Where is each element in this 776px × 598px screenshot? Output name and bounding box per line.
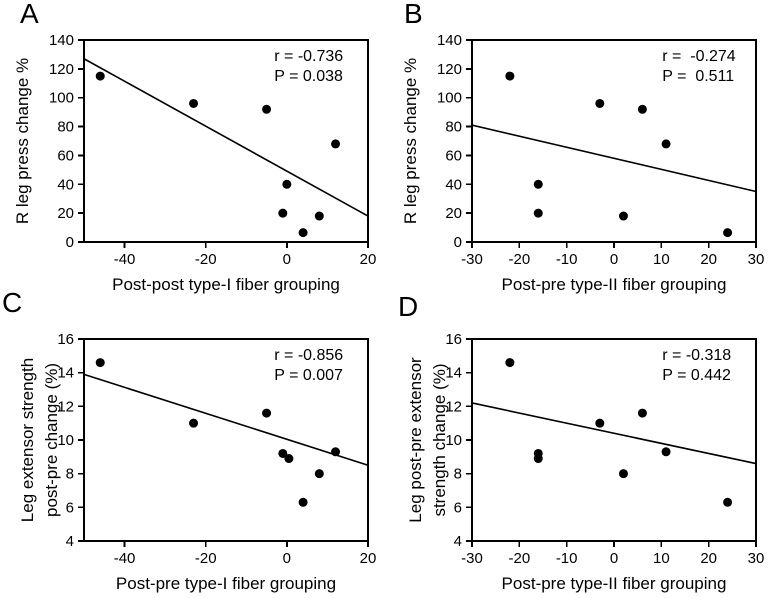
panel-a-scatter-chart <box>0 0 388 299</box>
svg-text:20: 20 <box>359 251 377 268</box>
svg-text:120: 120 <box>48 60 74 78</box>
svg-text:Leg post-pre extensor: Leg post-pre extensor <box>406 357 425 523</box>
svg-text:r = -0.274: r = -0.274 <box>662 48 736 66</box>
svg-text:16: 16 <box>57 331 74 348</box>
svg-text:12: 12 <box>445 398 462 416</box>
svg-text:-20: -20 <box>508 251 531 268</box>
svg-text:0: 0 <box>282 550 292 567</box>
panel-c-letter: C <box>2 287 23 318</box>
svg-text:r = -0.736: r = -0.736 <box>274 48 344 66</box>
svg-text:-10: -10 <box>555 251 578 268</box>
svg-text:20: 20 <box>57 205 74 223</box>
svg-text:100: 100 <box>48 89 74 107</box>
svg-text:80: 80 <box>445 118 462 136</box>
panel-b-scatter-chart <box>388 0 776 299</box>
svg-text:P = 0.007: P = 0.007 <box>274 367 343 385</box>
svg-text:40: 40 <box>57 176 74 194</box>
svg-text:R leg press change %: R leg press change % <box>13 57 32 225</box>
svg-text:140: 140 <box>436 32 462 49</box>
svg-text:6: 6 <box>453 499 462 517</box>
panel-d <box>388 299 776 598</box>
svg-text:10: 10 <box>652 550 670 567</box>
svg-text:strength change (%): strength change (%) <box>430 363 449 517</box>
svg-text:20: 20 <box>359 550 377 567</box>
svg-text:-10: -10 <box>555 550 578 567</box>
svg-text:120: 120 <box>436 60 462 78</box>
svg-text:Post-pre type-II fiber groupin: Post-pre type-II fiber grouping <box>501 574 727 593</box>
svg-text:30: 30 <box>747 550 765 567</box>
svg-text:8: 8 <box>453 465 462 483</box>
svg-text:8: 8 <box>65 465 74 483</box>
svg-text:0: 0 <box>65 234 74 251</box>
svg-text:-20: -20 <box>508 550 531 567</box>
svg-text:10: 10 <box>57 432 74 449</box>
svg-text:10: 10 <box>652 251 670 268</box>
svg-text:-30: -30 <box>461 251 483 268</box>
panel-b-letter: B <box>404 0 423 29</box>
svg-text:-20: -20 <box>194 550 217 567</box>
svg-text:60: 60 <box>445 147 462 165</box>
svg-text:16: 16 <box>445 331 462 348</box>
svg-text:-40: -40 <box>113 550 136 567</box>
svg-text:Post-pre type-II fiber groupin: Post-pre type-II fiber grouping <box>501 275 727 294</box>
svg-text:0: 0 <box>609 550 619 567</box>
panel-b <box>388 0 776 299</box>
svg-text:30: 30 <box>747 251 765 268</box>
svg-text:4: 4 <box>453 533 462 550</box>
svg-text:20: 20 <box>700 550 718 567</box>
svg-text:10: 10 <box>445 432 462 449</box>
svg-text:-30: -30 <box>461 550 483 567</box>
svg-text:6: 6 <box>65 499 74 517</box>
svg-text:60: 60 <box>57 147 74 165</box>
svg-text:40: 40 <box>445 176 462 194</box>
svg-text:P = 0.038: P = 0.038 <box>274 68 343 86</box>
svg-text:Post-pre type-I fiber grouping: Post-pre type-I fiber grouping <box>115 574 337 593</box>
svg-text:20: 20 <box>445 205 462 223</box>
svg-text:Leg extensor strength: Leg extensor strength <box>18 357 37 523</box>
svg-text:Post-post type-I fiber groupin: Post-post type-I fiber grouping <box>112 275 340 294</box>
panel-c <box>0 299 388 598</box>
svg-text:20: 20 <box>700 251 718 268</box>
svg-text:P = 0.442: P = 0.442 <box>662 367 731 385</box>
svg-text:14: 14 <box>445 364 462 382</box>
panel-a <box>0 0 388 299</box>
svg-text:100: 100 <box>436 89 462 107</box>
panel-d-letter: D <box>398 291 419 322</box>
svg-text:0: 0 <box>282 251 292 268</box>
panel-a-letter: A <box>20 0 39 29</box>
svg-text:r = -0.856: r = -0.856 <box>274 347 344 365</box>
svg-text:-40: -40 <box>113 251 136 268</box>
svg-text:4: 4 <box>65 533 74 550</box>
svg-text:0: 0 <box>453 234 462 251</box>
panel-d-scatter-chart <box>388 299 776 598</box>
svg-text:12: 12 <box>57 398 74 416</box>
svg-text:r = -0.318: r = -0.318 <box>662 347 732 365</box>
svg-text:post-pre change (%): post-pre change (%) <box>42 362 61 518</box>
svg-text:0: 0 <box>609 251 619 268</box>
svg-text:140: 140 <box>48 32 74 49</box>
panel-c-scatter-chart <box>0 299 388 598</box>
svg-text:P = 0.511: P = 0.511 <box>662 68 735 86</box>
svg-text:-20: -20 <box>194 251 217 268</box>
svg-text:14: 14 <box>57 364 74 382</box>
svg-text:R leg press change %: R leg press change % <box>401 57 420 225</box>
svg-text:80: 80 <box>57 118 74 136</box>
